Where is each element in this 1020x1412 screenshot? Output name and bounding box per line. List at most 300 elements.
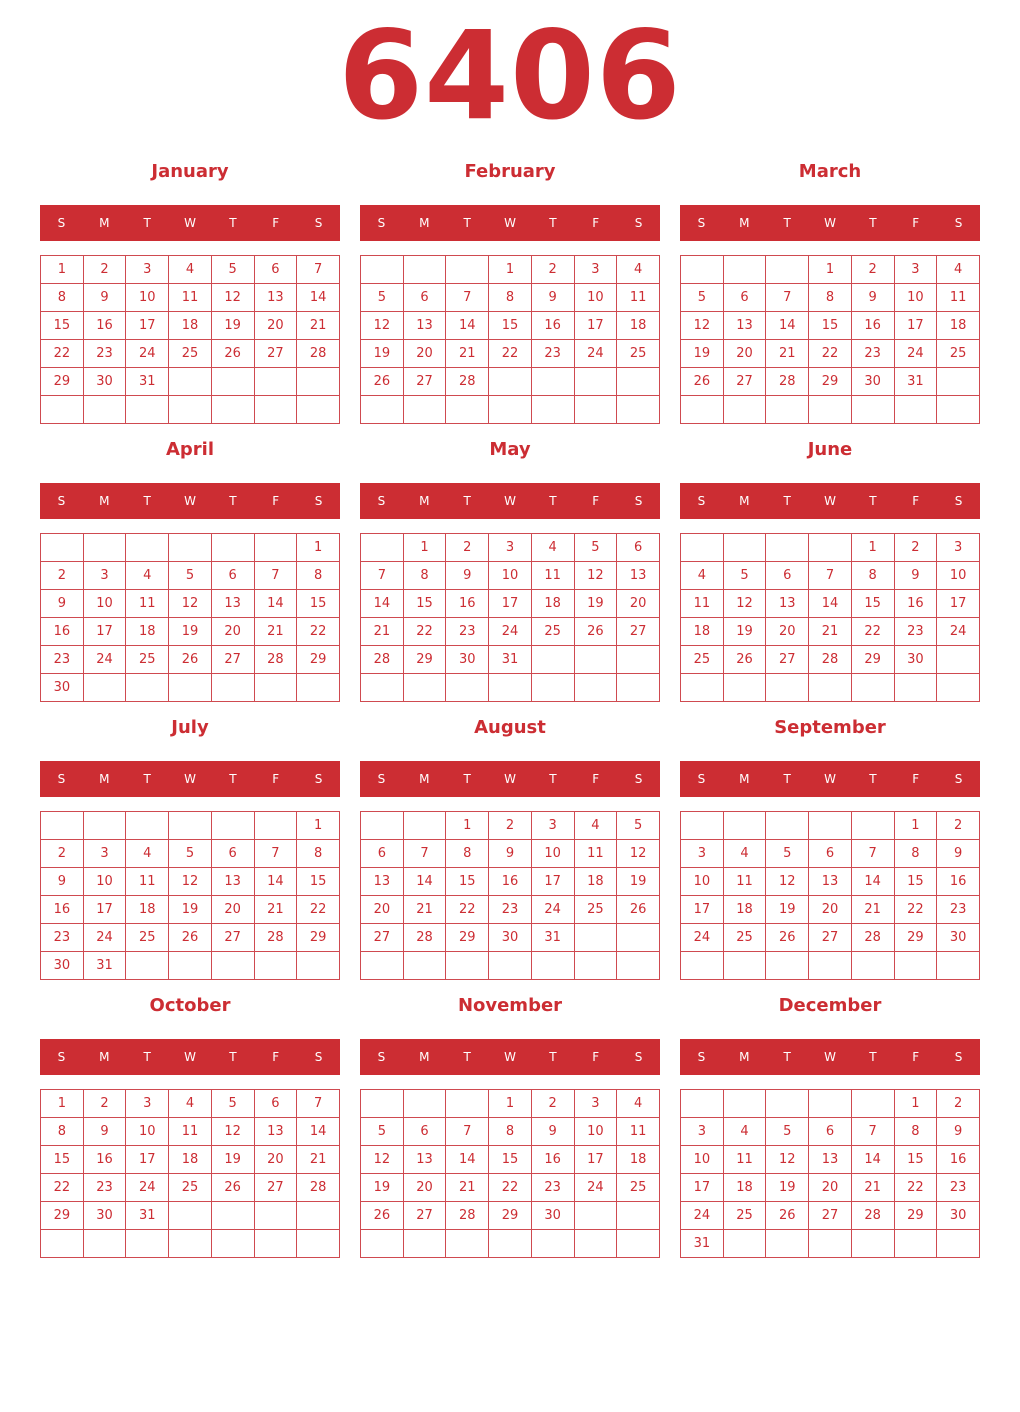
- day-cell: 26: [211, 340, 254, 368]
- empty-day-cell: [766, 812, 809, 840]
- day-cell: 8: [809, 284, 852, 312]
- weekday-label: T: [783, 494, 791, 508]
- day-cell: 28: [297, 1174, 340, 1202]
- day-cell: 8: [41, 1118, 84, 1146]
- day-cell: 5: [766, 1118, 809, 1146]
- day-cell: 18: [681, 618, 724, 646]
- day-cell: 28: [766, 368, 809, 396]
- day-cell: 12: [723, 590, 766, 618]
- empty-day-cell: [361, 1230, 404, 1258]
- day-cell: 26: [574, 618, 617, 646]
- empty-day-cell: [489, 368, 532, 396]
- week-row: [361, 1146, 660, 1174]
- day-cell: 22: [41, 1174, 84, 1202]
- week-row: [361, 646, 660, 674]
- week-row: [681, 368, 980, 396]
- day-cell: 7: [297, 256, 340, 284]
- empty-day-cell: [254, 952, 297, 980]
- day-cell: 1: [446, 812, 489, 840]
- day-cell: 10: [681, 1146, 724, 1174]
- day-cell: 22: [809, 340, 852, 368]
- day-cell: 23: [937, 1174, 980, 1202]
- weekday-header: [680, 205, 980, 241]
- day-cell: 21: [446, 340, 489, 368]
- weekday-label: W: [184, 494, 196, 508]
- empty-day-cell: [361, 1090, 404, 1118]
- day-grid: [680, 255, 980, 424]
- day-cell: 4: [126, 840, 169, 868]
- day-cell: 11: [126, 868, 169, 896]
- day-cell: 3: [894, 256, 937, 284]
- day-cell: 11: [126, 590, 169, 618]
- week-row: [361, 1202, 660, 1230]
- day-cell: 14: [297, 1118, 340, 1146]
- day-cell: 12: [681, 312, 724, 340]
- day-cell: 12: [169, 868, 212, 896]
- empty-day-cell: [851, 674, 894, 702]
- day-cell: 15: [446, 868, 489, 896]
- day-cell: 5: [211, 256, 254, 284]
- week-row: [681, 924, 980, 952]
- empty-day-cell: [681, 1090, 724, 1118]
- day-grid: [360, 255, 660, 424]
- day-cell: 29: [297, 646, 340, 674]
- weekday-label: M: [739, 216, 750, 230]
- week-row: [681, 952, 980, 980]
- day-cell: 8: [489, 1118, 532, 1146]
- empty-day-cell: [617, 646, 660, 674]
- empty-day-cell: [766, 1090, 809, 1118]
- day-cell: 6: [809, 840, 852, 868]
- day-cell: 14: [361, 590, 404, 618]
- day-cell: 25: [531, 618, 574, 646]
- week-row: [681, 1118, 980, 1146]
- day-cell: 21: [851, 1174, 894, 1202]
- week-row: [41, 618, 340, 646]
- empty-day-cell: [617, 1202, 660, 1230]
- day-cell: 7: [851, 1118, 894, 1146]
- month-name: February: [464, 161, 556, 182]
- weekday-label: M: [419, 216, 430, 230]
- weekday-label: T: [549, 1050, 557, 1064]
- day-cell: 26: [681, 368, 724, 396]
- day-cell: 22: [489, 1174, 532, 1202]
- day-cell: 12: [211, 284, 254, 312]
- week-row: [361, 256, 660, 284]
- day-cell: 21: [254, 618, 297, 646]
- month-name: September: [774, 717, 886, 738]
- day-cell: 9: [446, 562, 489, 590]
- day-cell: 21: [809, 618, 852, 646]
- day-cell: 17: [531, 868, 574, 896]
- empty-day-cell: [531, 952, 574, 980]
- empty-day-cell: [894, 952, 937, 980]
- empty-day-cell: [254, 812, 297, 840]
- day-cell: 25: [937, 340, 980, 368]
- day-cell: 29: [297, 924, 340, 952]
- weekday-label: S: [954, 1050, 963, 1064]
- week-row: [681, 284, 980, 312]
- empty-day-cell: [126, 534, 169, 562]
- week-row: [361, 868, 660, 896]
- weekday-label: T: [463, 216, 471, 230]
- day-cell: 30: [489, 924, 532, 952]
- day-cell: 20: [254, 312, 297, 340]
- empty-day-cell: [766, 952, 809, 980]
- empty-day-cell: [41, 534, 84, 562]
- day-cell: 29: [41, 1202, 84, 1230]
- month-name: July: [171, 717, 209, 738]
- day-cell: 28: [254, 646, 297, 674]
- day-cell: 5: [766, 840, 809, 868]
- day-cell: 18: [574, 868, 617, 896]
- empty-day-cell: [894, 674, 937, 702]
- empty-day-cell: [809, 1090, 852, 1118]
- week-row: [361, 284, 660, 312]
- weekday-header: [40, 1039, 340, 1075]
- day-grid: [40, 255, 340, 424]
- day-cell: 28: [403, 924, 446, 952]
- weekday-label: T: [869, 772, 877, 786]
- day-cell: 19: [361, 340, 404, 368]
- day-cell: 30: [937, 1202, 980, 1230]
- empty-day-cell: [169, 534, 212, 562]
- day-cell: 22: [403, 618, 446, 646]
- week-row: [681, 1230, 980, 1258]
- day-grid: [680, 533, 980, 702]
- empty-day-cell: [41, 396, 84, 424]
- empty-day-cell: [446, 396, 489, 424]
- empty-day-cell: [937, 646, 980, 674]
- empty-day-cell: [617, 924, 660, 952]
- empty-day-cell: [894, 1230, 937, 1258]
- day-cell: 14: [809, 590, 852, 618]
- weekday-label: T: [229, 772, 237, 786]
- day-cell: 23: [531, 1174, 574, 1202]
- month-name: August: [474, 717, 546, 738]
- empty-day-cell: [211, 1230, 254, 1258]
- day-cell: 22: [489, 340, 532, 368]
- day-grid: [360, 1089, 660, 1258]
- day-cell: 4: [617, 256, 660, 284]
- day-cell: 4: [169, 1090, 212, 1118]
- day-cell: 26: [211, 1174, 254, 1202]
- day-cell: 27: [254, 1174, 297, 1202]
- day-cell: 21: [446, 1174, 489, 1202]
- weekday-label: T: [229, 494, 237, 508]
- day-cell: 4: [574, 812, 617, 840]
- empty-day-cell: [809, 812, 852, 840]
- day-cell: 29: [894, 1202, 937, 1230]
- empty-day-cell: [809, 674, 852, 702]
- empty-day-cell: [681, 812, 724, 840]
- empty-day-cell: [254, 396, 297, 424]
- day-cell: 1: [894, 1090, 937, 1118]
- day-cell: 22: [297, 618, 340, 646]
- weekday-label: T: [869, 494, 877, 508]
- weekday-label: T: [783, 772, 791, 786]
- day-cell: 30: [83, 1202, 126, 1230]
- day-cell: 13: [211, 868, 254, 896]
- day-cell: 19: [169, 618, 212, 646]
- weekday-label: W: [824, 772, 836, 786]
- empty-day-cell: [574, 368, 617, 396]
- empty-day-cell: [211, 368, 254, 396]
- day-cell: 20: [723, 340, 766, 368]
- day-cell: 15: [403, 590, 446, 618]
- day-cell: 8: [851, 562, 894, 590]
- weekday-label: T: [143, 772, 151, 786]
- day-cell: 11: [617, 284, 660, 312]
- weekday-label: W: [504, 1050, 516, 1064]
- day-cell: 12: [169, 590, 212, 618]
- day-cell: 2: [894, 534, 937, 562]
- empty-day-cell: [254, 1230, 297, 1258]
- weekday-label: F: [592, 216, 600, 230]
- day-cell: 30: [894, 646, 937, 674]
- day-cell: 18: [169, 312, 212, 340]
- empty-day-cell: [169, 952, 212, 980]
- week-row: [361, 1090, 660, 1118]
- day-cell: 26: [766, 1202, 809, 1230]
- weekday-label: M: [99, 494, 110, 508]
- weekday-label: F: [592, 1050, 600, 1064]
- week-row: [681, 1202, 980, 1230]
- day-cell: 17: [489, 590, 532, 618]
- empty-day-cell: [723, 812, 766, 840]
- day-cell: 2: [41, 562, 84, 590]
- day-cell: 1: [297, 812, 340, 840]
- month-name: December: [778, 995, 882, 1016]
- day-cell: 28: [446, 1202, 489, 1230]
- day-cell: 30: [851, 368, 894, 396]
- day-cell: 25: [126, 924, 169, 952]
- day-cell: 13: [723, 312, 766, 340]
- day-cell: 29: [446, 924, 489, 952]
- day-cell: 12: [211, 1118, 254, 1146]
- week-row: [41, 868, 340, 896]
- day-cell: 3: [681, 840, 724, 868]
- day-cell: 7: [809, 562, 852, 590]
- empty-day-cell: [403, 396, 446, 424]
- day-cell: 16: [531, 1146, 574, 1174]
- weekday-header: [680, 1039, 980, 1075]
- day-cell: 12: [361, 1146, 404, 1174]
- day-cell: 28: [851, 1202, 894, 1230]
- weekday-label: S: [634, 1050, 643, 1064]
- weekday-header: [360, 761, 660, 797]
- day-cell: 24: [83, 646, 126, 674]
- day-cell: 21: [766, 340, 809, 368]
- empty-day-cell: [169, 396, 212, 424]
- empty-day-cell: [446, 1090, 489, 1118]
- weekday-label: T: [869, 216, 877, 230]
- day-cell: 14: [254, 868, 297, 896]
- day-cell: 17: [83, 896, 126, 924]
- empty-day-cell: [254, 368, 297, 396]
- week-row: [41, 1174, 340, 1202]
- day-cell: 17: [574, 312, 617, 340]
- day-cell: 25: [169, 1174, 212, 1202]
- week-row: [361, 840, 660, 868]
- weekday-label: F: [272, 772, 280, 786]
- empty-day-cell: [574, 952, 617, 980]
- weekday-label: S: [634, 494, 643, 508]
- empty-day-cell: [766, 674, 809, 702]
- empty-day-cell: [297, 674, 340, 702]
- day-cell: 15: [41, 1146, 84, 1174]
- day-cell: 20: [809, 896, 852, 924]
- weekday-label: M: [739, 772, 750, 786]
- empty-day-cell: [126, 812, 169, 840]
- day-cell: 14: [297, 284, 340, 312]
- day-cell: 2: [489, 812, 532, 840]
- day-cell: 17: [937, 590, 980, 618]
- day-cell: 15: [809, 312, 852, 340]
- day-cell: 22: [297, 896, 340, 924]
- day-cell: 17: [126, 312, 169, 340]
- week-row: [681, 396, 980, 424]
- day-cell: 13: [766, 590, 809, 618]
- day-cell: 26: [361, 1202, 404, 1230]
- day-cell: 16: [531, 312, 574, 340]
- empty-day-cell: [723, 534, 766, 562]
- empty-day-cell: [766, 534, 809, 562]
- day-cell: 31: [126, 1202, 169, 1230]
- week-row: [361, 618, 660, 646]
- day-cell: 15: [489, 312, 532, 340]
- weekday-label: S: [57, 1050, 66, 1064]
- weekday-label: F: [592, 772, 600, 786]
- weekday-label: T: [549, 494, 557, 508]
- day-cell: 18: [723, 896, 766, 924]
- day-cell: 27: [809, 1202, 852, 1230]
- day-cell: 27: [211, 924, 254, 952]
- empty-day-cell: [723, 1230, 766, 1258]
- empty-day-cell: [126, 396, 169, 424]
- empty-day-cell: [851, 1090, 894, 1118]
- empty-day-cell: [254, 1202, 297, 1230]
- day-cell: 2: [83, 1090, 126, 1118]
- day-cell: 9: [851, 284, 894, 312]
- day-cell: 16: [83, 312, 126, 340]
- empty-day-cell: [851, 812, 894, 840]
- empty-day-cell: [574, 1202, 617, 1230]
- empty-day-cell: [937, 368, 980, 396]
- week-row: [681, 340, 980, 368]
- weekday-label: M: [419, 1050, 430, 1064]
- day-cell: 10: [937, 562, 980, 590]
- empty-day-cell: [446, 952, 489, 980]
- day-cell: 11: [169, 284, 212, 312]
- day-cell: 11: [723, 1146, 766, 1174]
- weekday-label: T: [463, 1050, 471, 1064]
- weekday-label: S: [697, 1050, 706, 1064]
- empty-day-cell: [83, 812, 126, 840]
- day-cell: 19: [211, 1146, 254, 1174]
- week-row: [681, 312, 980, 340]
- day-cell: 24: [937, 618, 980, 646]
- empty-day-cell: [403, 812, 446, 840]
- day-cell: 20: [211, 896, 254, 924]
- day-cell: 23: [937, 896, 980, 924]
- day-cell: 30: [531, 1202, 574, 1230]
- day-cell: 15: [489, 1146, 532, 1174]
- empty-day-cell: [83, 1230, 126, 1258]
- weekday-label: S: [314, 494, 323, 508]
- week-row: [681, 618, 980, 646]
- month-name: April: [165, 439, 215, 460]
- day-cell: 19: [169, 896, 212, 924]
- empty-day-cell: [403, 952, 446, 980]
- weekday-label: M: [419, 494, 430, 508]
- day-cell: 16: [446, 590, 489, 618]
- weekday-label: T: [229, 1050, 237, 1064]
- empty-day-cell: [83, 396, 126, 424]
- day-cell: 18: [169, 1146, 212, 1174]
- day-cell: 6: [809, 1118, 852, 1146]
- empty-day-cell: [211, 396, 254, 424]
- weekday-label: T: [229, 216, 237, 230]
- day-cell: 3: [681, 1118, 724, 1146]
- empty-day-cell: [41, 1230, 84, 1258]
- day-cell: 16: [489, 868, 532, 896]
- weekday-label: W: [184, 216, 196, 230]
- day-cell: 27: [403, 368, 446, 396]
- day-cell: 17: [574, 1146, 617, 1174]
- empty-day-cell: [446, 256, 489, 284]
- empty-day-cell: [937, 952, 980, 980]
- day-cell: 7: [361, 562, 404, 590]
- day-cell: 6: [766, 562, 809, 590]
- day-cell: 2: [851, 256, 894, 284]
- day-cell: 5: [169, 562, 212, 590]
- weekday-header: [360, 1039, 660, 1075]
- weekday-label: S: [634, 216, 643, 230]
- day-cell: 18: [723, 1174, 766, 1202]
- weekday-label: F: [272, 216, 280, 230]
- empty-day-cell: [766, 396, 809, 424]
- empty-day-cell: [126, 1230, 169, 1258]
- weekday-label: S: [697, 216, 706, 230]
- day-cell: 8: [894, 840, 937, 868]
- day-cell: 31: [681, 1230, 724, 1258]
- weekday-header: [40, 761, 340, 797]
- empty-day-cell: [169, 1230, 212, 1258]
- day-cell: 13: [211, 590, 254, 618]
- day-cell: 30: [446, 646, 489, 674]
- day-cell: 24: [489, 618, 532, 646]
- week-row: [361, 312, 660, 340]
- day-cell: 2: [446, 534, 489, 562]
- weekday-label: M: [739, 494, 750, 508]
- day-cell: 27: [403, 1202, 446, 1230]
- empty-day-cell: [254, 674, 297, 702]
- empty-day-cell: [723, 396, 766, 424]
- day-cell: 23: [83, 1174, 126, 1202]
- day-cell: 7: [766, 284, 809, 312]
- day-grid: [40, 533, 340, 702]
- month-name: January: [151, 161, 229, 182]
- day-cell: 20: [809, 1174, 852, 1202]
- day-cell: 28: [297, 340, 340, 368]
- day-cell: 7: [254, 840, 297, 868]
- weekday-label: W: [504, 216, 516, 230]
- weekday-label: S: [954, 772, 963, 786]
- weekday-label: W: [504, 772, 516, 786]
- day-cell: 3: [126, 1090, 169, 1118]
- day-cell: 21: [297, 1146, 340, 1174]
